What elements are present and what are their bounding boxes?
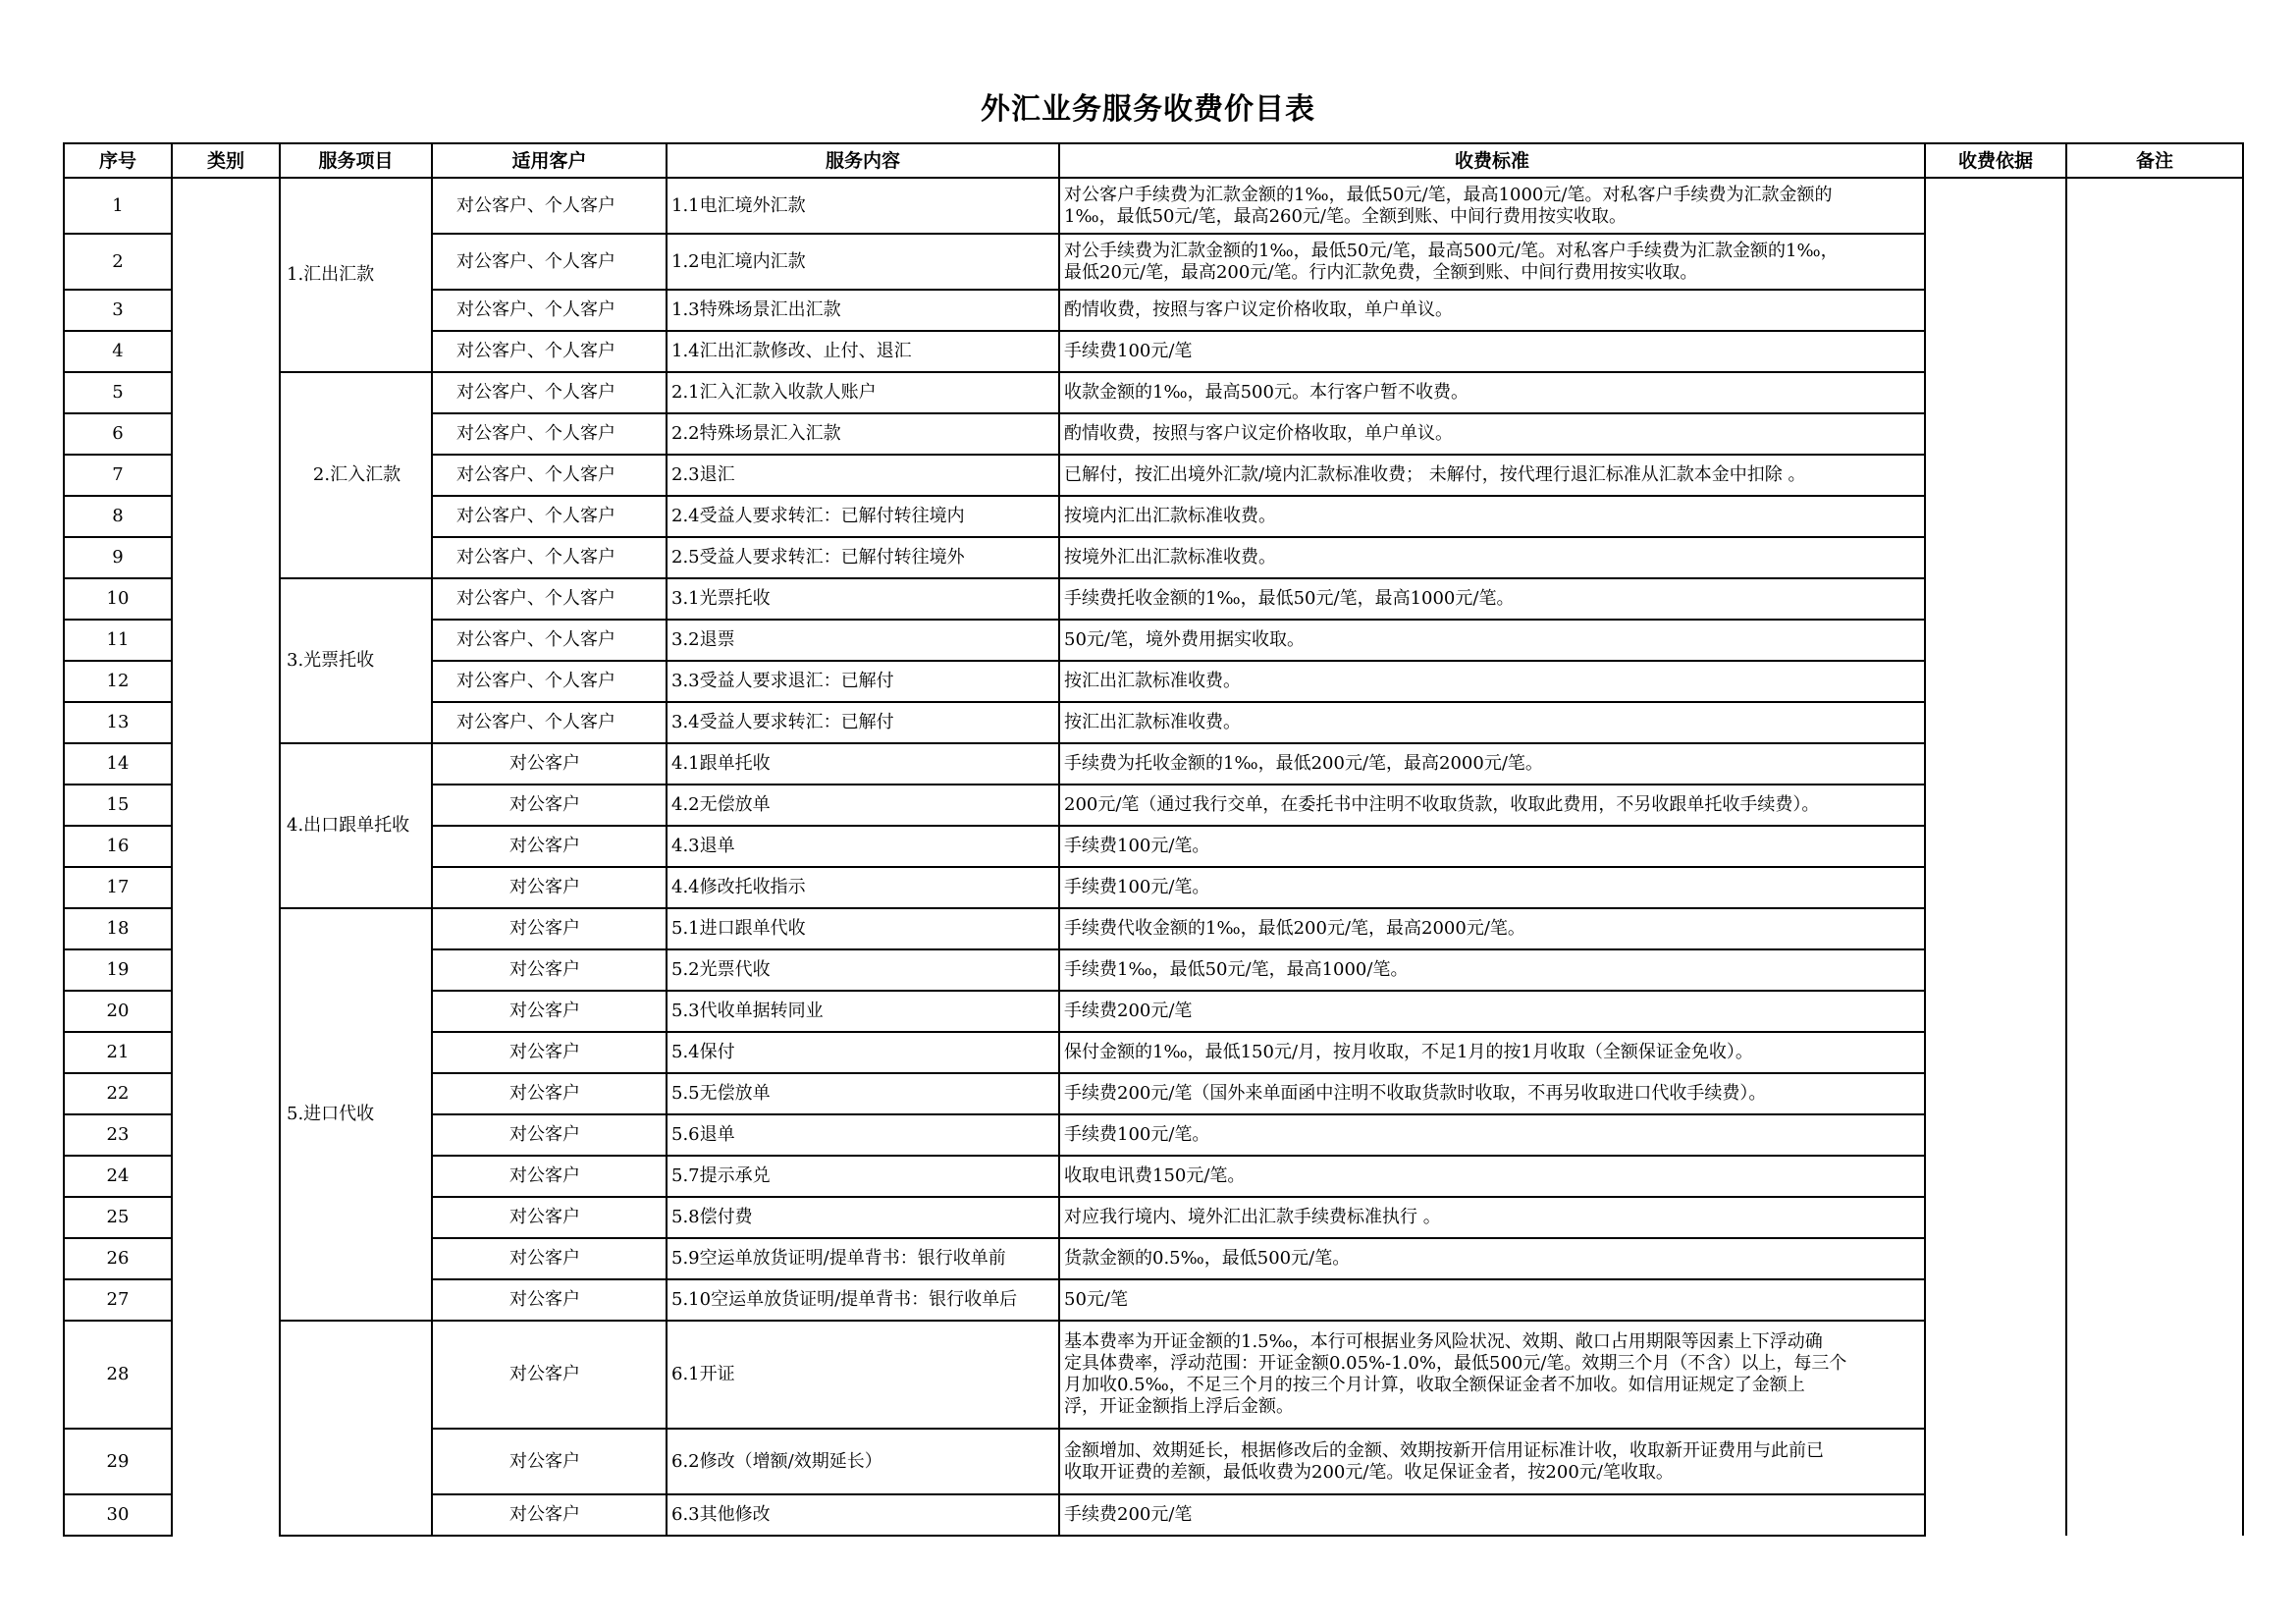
- category-cell: [172, 178, 280, 1536]
- fee-standard-cell: 按境内汇出汇款标准收费。: [1059, 496, 1925, 537]
- header-category: 类别: [172, 143, 280, 178]
- table-row: [64, 908, 2243, 949]
- customer-cell: 对公客户、个人客户: [432, 620, 667, 661]
- seq-cell: 25: [64, 1197, 172, 1238]
- seq-cell: 3: [64, 290, 172, 331]
- fee-standard-cell: 酌情收费，按照与客户议定价格收取，单户单议。: [1059, 290, 1925, 331]
- customer-cell: 对公客户、个人客户: [432, 578, 667, 620]
- service-content-cell: 1.1电汇境外汇款: [667, 178, 1059, 234]
- seq-cell: 2: [64, 234, 172, 290]
- fee-standard-cell: 手续费200元/笔（国外来单面函中注明不收取货款时收取，不再另收取进口代收手续费）。: [1059, 1073, 1925, 1114]
- header-fee-standard: 收费标准: [1059, 143, 1925, 178]
- service-content-cell: 1.2电汇境内汇款: [667, 234, 1059, 290]
- seq-cell: 22: [64, 1073, 172, 1114]
- seq-cell: 23: [64, 1114, 172, 1156]
- service-item-cell: 5.进口代收: [280, 908, 432, 1321]
- customer-cell: 对公客户: [432, 949, 667, 991]
- customer-cell: 对公客户: [432, 1197, 667, 1238]
- fee-standard-cell: 按境外汇出汇款标准收费。: [1059, 537, 1925, 578]
- fee-standard-cell: 手续费100元/笔。: [1059, 1114, 1925, 1156]
- header-row: [64, 143, 2243, 178]
- customer-cell: 对公客户、个人客户: [432, 178, 667, 234]
- service-content-cell: 5.10空运单放货证明/提单背书：银行收单后: [667, 1279, 1059, 1321]
- fee-table: [63, 142, 2244, 1537]
- service-content-cell: 2.4受益人要求转汇：已解付转往境内: [667, 496, 1059, 537]
- service-content-cell: 5.6退单: [667, 1114, 1059, 1156]
- seq-cell: 8: [64, 496, 172, 537]
- service-content-cell: 4.1跟单托收: [667, 743, 1059, 785]
- customer-cell: 对公客户: [432, 1114, 667, 1156]
- fee-standard-cell: 收取电讯费150元/笔。: [1059, 1156, 1925, 1197]
- service-content-cell: 2.2特殊场景汇入汇款: [667, 413, 1059, 455]
- seq-cell: 13: [64, 702, 172, 743]
- seq-cell: 18: [64, 908, 172, 949]
- fee-standard-cell: 对公手续费为汇款金额的1‰，最低50元/笔，最高500元/笔。对私客户手续费为汇款金额的1‰， 最低20元/笔，最高200元/笔。行内汇款免费，全额到账、中间行费用按实收取。: [1059, 234, 1925, 290]
- seq-cell: 21: [64, 1032, 172, 1073]
- seq-cell: 12: [64, 661, 172, 702]
- customer-cell: 对公客户、个人客户: [432, 234, 667, 290]
- customer-cell: 对公客户: [432, 1429, 667, 1494]
- fee-standard-cell: 收款金额的1‰，最高500元。本行客户暂不收费。: [1059, 372, 1925, 413]
- customer-cell: 对公客户、个人客户: [432, 372, 667, 413]
- service-content-cell: 5.4保付: [667, 1032, 1059, 1073]
- fee-standard-cell: 手续费托收金额的1‰，最低50元/笔，最高1000元/笔。: [1059, 578, 1925, 620]
- customer-cell: 对公客户: [432, 785, 667, 826]
- customer-cell: 对公客户、个人客户: [432, 455, 667, 496]
- fee-basis-cell: [1925, 178, 2066, 1536]
- service-content-cell: 3.4受益人要求转汇：已解付: [667, 702, 1059, 743]
- seq-cell: 1: [64, 178, 172, 234]
- seq-cell: 20: [64, 991, 172, 1032]
- service-content-cell: 5.9空运单放货证明/提单背书：银行收单前: [667, 1238, 1059, 1279]
- service-content-cell: 5.5无偿放单: [667, 1073, 1059, 1114]
- customer-cell: 对公客户: [432, 1279, 667, 1321]
- seq-cell: 29: [64, 1429, 172, 1494]
- service-content-cell: 6.3其他修改: [667, 1494, 1059, 1536]
- service-item-cell: 1.汇出汇款: [280, 178, 432, 372]
- customer-cell: 对公客户: [432, 1156, 667, 1197]
- service-item-cell: 4.出口跟单托收: [280, 743, 432, 908]
- service-content-cell: 5.3代收单据转同业: [667, 991, 1059, 1032]
- header-fee-basis: 收费依据: [1925, 143, 2066, 178]
- customer-cell: 对公客户: [432, 1321, 667, 1429]
- fee-standard-cell: 已解付，按汇出境外汇款/境内汇款标准收费； 未解付，按代理行退汇标准从汇款本金中扣除 。: [1059, 455, 1925, 496]
- service-content-cell: 4.2无偿放单: [667, 785, 1059, 826]
- seq-cell: 16: [64, 826, 172, 867]
- service-item-cell: 3.光票托收: [280, 578, 432, 743]
- fee-standard-cell: 按汇出汇款标准收费。: [1059, 702, 1925, 743]
- fee-standard-cell: 手续费100元/笔。: [1059, 826, 1925, 867]
- service-content-cell: 3.3受益人要求退汇：已解付: [667, 661, 1059, 702]
- customer-cell: 对公客户: [432, 1032, 667, 1073]
- fee-standard-cell: 货款金额的0.5‰，最低500元/笔。: [1059, 1238, 1925, 1279]
- fee-standard-cell: 手续费1‰，最低50元/笔，最高1000/笔。: [1059, 949, 1925, 991]
- table-row: [64, 1321, 2243, 1429]
- seq-cell: 10: [64, 578, 172, 620]
- page-title: 外汇业务服务收费价目表: [981, 92, 1315, 127]
- fee-standard-cell: 酌情收费，按照与客户议定价格收取，单户单议。: [1059, 413, 1925, 455]
- fee-standard-cell: 200元/笔（通过我行交单，在委托书中注明不收取货款，收取此费用，不另收跟单托收手续费）。: [1059, 785, 1925, 826]
- service-item-cell: [280, 1321, 432, 1536]
- service-content-cell: 5.7提示承兑: [667, 1156, 1059, 1197]
- header-customer: 适用客户: [432, 143, 667, 178]
- service-content-cell: 2.5受益人要求转汇：已解付转往境外: [667, 537, 1059, 578]
- seq-cell: 6: [64, 413, 172, 455]
- seq-cell: 30: [64, 1494, 172, 1536]
- fee-standard-cell: 手续费为托收金额的1‰，最低200元/笔，最高2000元/笔。: [1059, 743, 1925, 785]
- customer-cell: 对公客户: [432, 1238, 667, 1279]
- customer-cell: 对公客户: [432, 908, 667, 949]
- service-content-cell: 1.4汇出汇款修改、止付、退汇: [667, 331, 1059, 372]
- service-content-cell: 2.1汇入汇款入收款人账户: [667, 372, 1059, 413]
- seq-cell: 9: [64, 537, 172, 578]
- fee-standard-cell: 按汇出汇款标准收费。: [1059, 661, 1925, 702]
- seq-cell: 19: [64, 949, 172, 991]
- seq-cell: 14: [64, 743, 172, 785]
- seq-cell: 26: [64, 1238, 172, 1279]
- service-content-cell: 4.3退单: [667, 826, 1059, 867]
- customer-cell: 对公客户: [432, 1073, 667, 1114]
- customer-cell: 对公客户: [432, 867, 667, 908]
- fee-standard-cell: 手续费100元/笔。: [1059, 867, 1925, 908]
- customer-cell: 对公客户、个人客户: [432, 290, 667, 331]
- service-content-cell: 2.3退汇: [667, 455, 1059, 496]
- fee-standard-cell: 手续费200元/笔: [1059, 991, 1925, 1032]
- service-content-cell: 5.8偿付费: [667, 1197, 1059, 1238]
- service-item-cell: 2.汇入汇款: [280, 372, 432, 578]
- service-content-cell: 3.2退票: [667, 620, 1059, 661]
- fee-standard-cell: 保付金额的1‰，最低150元/月，按月收取，不足1月的按1月收取（全额保证金免收）。: [1059, 1032, 1925, 1073]
- seq-cell: 15: [64, 785, 172, 826]
- seq-cell: 11: [64, 620, 172, 661]
- customer-cell: 对公客户、个人客户: [432, 413, 667, 455]
- service-content-cell: 6.2修改（增额/效期延长）: [667, 1429, 1059, 1494]
- header-service-item: 服务项目: [280, 143, 432, 178]
- table-row: [64, 372, 2243, 413]
- seq-cell: 27: [64, 1279, 172, 1321]
- customer-cell: 对公客户、个人客户: [432, 661, 667, 702]
- seq-cell: 28: [64, 1321, 172, 1429]
- service-content-cell: 4.4修改托收指示: [667, 867, 1059, 908]
- customer-cell: 对公客户、个人客户: [432, 331, 667, 372]
- service-content-cell: 1.3特殊场景汇出汇款: [667, 290, 1059, 331]
- header-seq: 序号: [64, 143, 172, 178]
- remarks-cell: [2066, 178, 2243, 1536]
- table-row: [64, 178, 2243, 234]
- service-content-cell: 5.2光票代收: [667, 949, 1059, 991]
- table-row: [64, 743, 2243, 785]
- header-service-content: 服务内容: [667, 143, 1059, 178]
- fee-standard-cell: 金额增加、效期延长，根据修改后的金额、效期按新开信用证标准计收，收取新开证费用与此前已 收取开证费的差额，最低收费为200元/笔。收足保证金者，按200元/笔收取。: [1059, 1429, 1925, 1494]
- fee-standard-cell: 手续费代收金额的1‰，最低200元/笔，最高2000元/笔。: [1059, 908, 1925, 949]
- table-row: [64, 578, 2243, 620]
- customer-cell: 对公客户: [432, 991, 667, 1032]
- seq-cell: 4: [64, 331, 172, 372]
- fee-standard-cell: 50元/笔: [1059, 1279, 1925, 1321]
- fee-standard-cell: 对应我行境内、境外汇出汇款手续费标准执行 。: [1059, 1197, 1925, 1238]
- fee-standard-cell: 手续费200元/笔: [1059, 1494, 1925, 1536]
- fee-standard-cell: 50元/笔，境外费用据实收取。: [1059, 620, 1925, 661]
- fee-table-body: [64, 178, 2243, 1536]
- seq-cell: 24: [64, 1156, 172, 1197]
- seq-cell: 5: [64, 372, 172, 413]
- customer-cell: 对公客户: [432, 743, 667, 785]
- seq-cell: 17: [64, 867, 172, 908]
- fee-standard-cell: 对公客户手续费为汇款金额的1‰，最低50元/笔，最高1000元/笔。对私客户手续费为汇款金额的 1‰，最低50元/笔，最高260元/笔。全额到账、中间行费用按实收取。: [1059, 178, 1925, 234]
- service-content-cell: 5.1进口跟单代收: [667, 908, 1059, 949]
- service-content-cell: 3.1光票托收: [667, 578, 1059, 620]
- customer-cell: 对公客户、个人客户: [432, 537, 667, 578]
- customer-cell: 对公客户、个人客户: [432, 702, 667, 743]
- header-remarks: 备注: [2066, 143, 2243, 178]
- customer-cell: 对公客户、个人客户: [432, 496, 667, 537]
- fee-standard-cell: 手续费100元/笔: [1059, 331, 1925, 372]
- customer-cell: 对公客户: [432, 1494, 667, 1536]
- fee-standard-cell: 基本费率为开证金额的1.5‰，本行可根据业务风险状况、效期、敞口占用期限等因素上下浮动确 定具体费率，浮动范围：开证金额0.05%-1.0%，最低500元/笔。效期三个月（不含）以上，每三个 月加收0.5‰，不足三个月的按三个月计算，收取全额保证金者不加收。如信用证规定了金额上 浮，开证金额指上浮后金额。: [1059, 1321, 1925, 1429]
- service-content-cell: 6.1开证: [667, 1321, 1059, 1429]
- seq-cell: 7: [64, 455, 172, 496]
- customer-cell: 对公客户: [432, 826, 667, 867]
